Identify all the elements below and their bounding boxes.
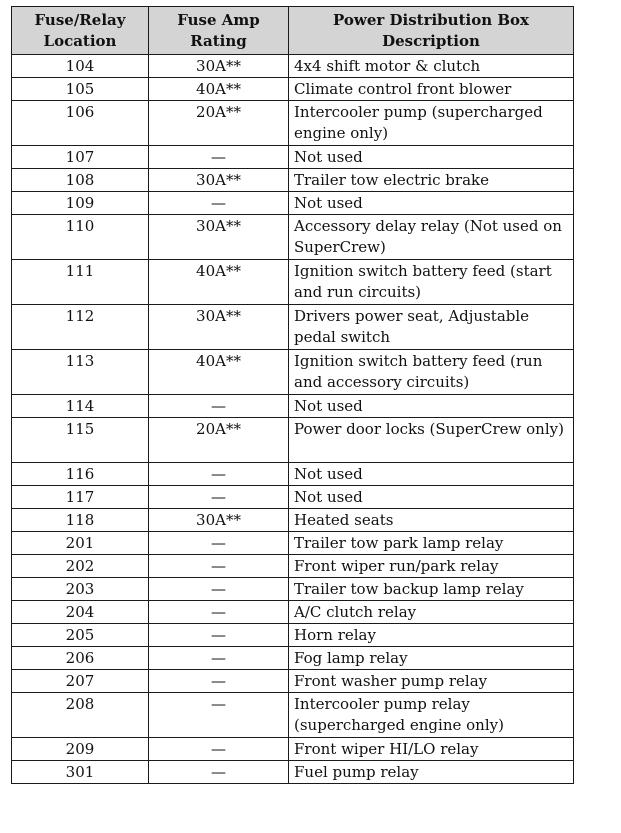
- table-row: [12, 395, 574, 418]
- rating-cell: —: [149, 738, 289, 761]
- table-row: [12, 215, 574, 260]
- rating-cell: 30A**: [149, 509, 289, 532]
- location-cell: 107: [12, 146, 149, 169]
- location-cell: 118: [12, 509, 149, 532]
- description-cell: Intercooler pump (supercharged engine only): [289, 101, 574, 146]
- description-cell: Trailer tow backup lamp relay: [289, 578, 574, 601]
- header-row: [12, 7, 574, 55]
- table-row: [12, 350, 574, 395]
- rating-cell: 30A**: [149, 305, 289, 350]
- rating-cell: 20A**: [149, 418, 289, 463]
- location-cell: 109: [12, 192, 149, 215]
- header-description: [289, 7, 574, 55]
- description-cell: Not used: [289, 395, 574, 418]
- rating-cell: —: [149, 647, 289, 670]
- description-cell: Drivers power seat, Adjustable pedal switch: [289, 305, 574, 350]
- header-location-line1: Fuse/Relay: [34, 10, 126, 29]
- rating-cell: —: [149, 578, 289, 601]
- location-cell: 108: [12, 169, 149, 192]
- table-row: [12, 146, 574, 169]
- rating-cell: 40A**: [149, 350, 289, 395]
- table-row: [12, 578, 574, 601]
- rating-cell: 40A**: [149, 78, 289, 101]
- rating-cell: —: [149, 670, 289, 693]
- table-row: [12, 305, 574, 350]
- table-row: [12, 555, 574, 578]
- table-row: [12, 601, 574, 624]
- table-row: [12, 260, 574, 305]
- rating-cell: —: [149, 463, 289, 486]
- location-cell: 206: [12, 647, 149, 670]
- description-cell: Horn relay: [289, 624, 574, 647]
- description-cell: Power door locks (SuperCrew only): [289, 418, 574, 463]
- rating-cell: —: [149, 601, 289, 624]
- table-row: [12, 761, 574, 784]
- rating-cell: —: [149, 532, 289, 555]
- description-cell: Not used: [289, 486, 574, 509]
- location-cell: 115: [12, 418, 149, 463]
- location-cell: 203: [12, 578, 149, 601]
- rating-cell: —: [149, 192, 289, 215]
- location-cell: 116: [12, 463, 149, 486]
- rating-cell: —: [149, 624, 289, 647]
- rating-cell: 30A**: [149, 55, 289, 78]
- table-row: [12, 509, 574, 532]
- rating-cell: —: [149, 693, 289, 738]
- rating-cell: 40A**: [149, 260, 289, 305]
- description-cell: Heated seats: [289, 509, 574, 532]
- table-row: [12, 624, 574, 647]
- location-cell: 204: [12, 601, 149, 624]
- description-cell: Not used: [289, 192, 574, 215]
- description-cell: Ignition switch battery feed (run and accessory circuits): [289, 350, 574, 395]
- description-cell: Trailer tow electric brake: [289, 169, 574, 192]
- description-cell: Not used: [289, 146, 574, 169]
- description-cell: Accessory delay relay (Not used on SuperCrew): [289, 215, 574, 260]
- location-cell: 117: [12, 486, 149, 509]
- location-cell: 207: [12, 670, 149, 693]
- description-cell: Not used: [289, 463, 574, 486]
- location-cell: 201: [12, 532, 149, 555]
- table-row: [12, 532, 574, 555]
- description-cell: Front washer pump relay: [289, 670, 574, 693]
- rating-cell: —: [149, 395, 289, 418]
- table-row: [12, 670, 574, 693]
- table-row: [12, 101, 574, 146]
- header-rating-line2: Rating: [190, 31, 247, 50]
- location-cell: 112: [12, 305, 149, 350]
- rating-cell: 30A**: [149, 169, 289, 192]
- description-cell: 4x4 shift motor & clutch: [289, 55, 574, 78]
- header-description-line2: Description: [382, 31, 480, 50]
- location-cell: 205: [12, 624, 149, 647]
- rating-cell: 30A**: [149, 215, 289, 260]
- description-cell: Front wiper HI/LO relay: [289, 738, 574, 761]
- description-cell: Trailer tow park lamp relay: [289, 532, 574, 555]
- table-row: [12, 192, 574, 215]
- location-cell: 114: [12, 395, 149, 418]
- rating-cell: —: [149, 761, 289, 784]
- table-row: [12, 418, 574, 463]
- location-cell: 113: [12, 350, 149, 395]
- header-description-line1: Power Distribution Box: [333, 10, 529, 29]
- table-row: [12, 738, 574, 761]
- table-row: [12, 169, 574, 192]
- location-cell: 104: [12, 55, 149, 78]
- table-header: [12, 7, 574, 55]
- location-cell: 202: [12, 555, 149, 578]
- table-body: [12, 55, 574, 784]
- rating-cell: —: [149, 146, 289, 169]
- table-row: [12, 55, 574, 78]
- description-cell: Ignition switch battery feed (start and run circuits): [289, 260, 574, 305]
- rating-cell: 20A**: [149, 101, 289, 146]
- location-cell: 208: [12, 693, 149, 738]
- table-row: [12, 78, 574, 101]
- table-row: [12, 647, 574, 670]
- fuse-relay-table: [11, 6, 574, 784]
- location-cell: 105: [12, 78, 149, 101]
- table-row: [12, 693, 574, 738]
- description-cell: Climate control front blower: [289, 78, 574, 101]
- description-cell: Fuel pump relay: [289, 761, 574, 784]
- header-rating-line1: Fuse Amp: [177, 10, 260, 29]
- description-cell: A/C clutch relay: [289, 601, 574, 624]
- description-cell: Front wiper run/park relay: [289, 555, 574, 578]
- table-row: [12, 486, 574, 509]
- header-rating: [149, 7, 289, 55]
- location-cell: 110: [12, 215, 149, 260]
- location-cell: 111: [12, 260, 149, 305]
- location-cell: 106: [12, 101, 149, 146]
- rating-cell: —: [149, 486, 289, 509]
- table-row: [12, 463, 574, 486]
- location-cell: 209: [12, 738, 149, 761]
- rating-cell: —: [149, 555, 289, 578]
- description-cell: Intercooler pump relay (supercharged engine only): [289, 693, 574, 738]
- header-location: [12, 7, 149, 55]
- location-cell: 301: [12, 761, 149, 784]
- description-cell: Fog lamp relay: [289, 647, 574, 670]
- header-location-line2: Location: [43, 31, 117, 50]
